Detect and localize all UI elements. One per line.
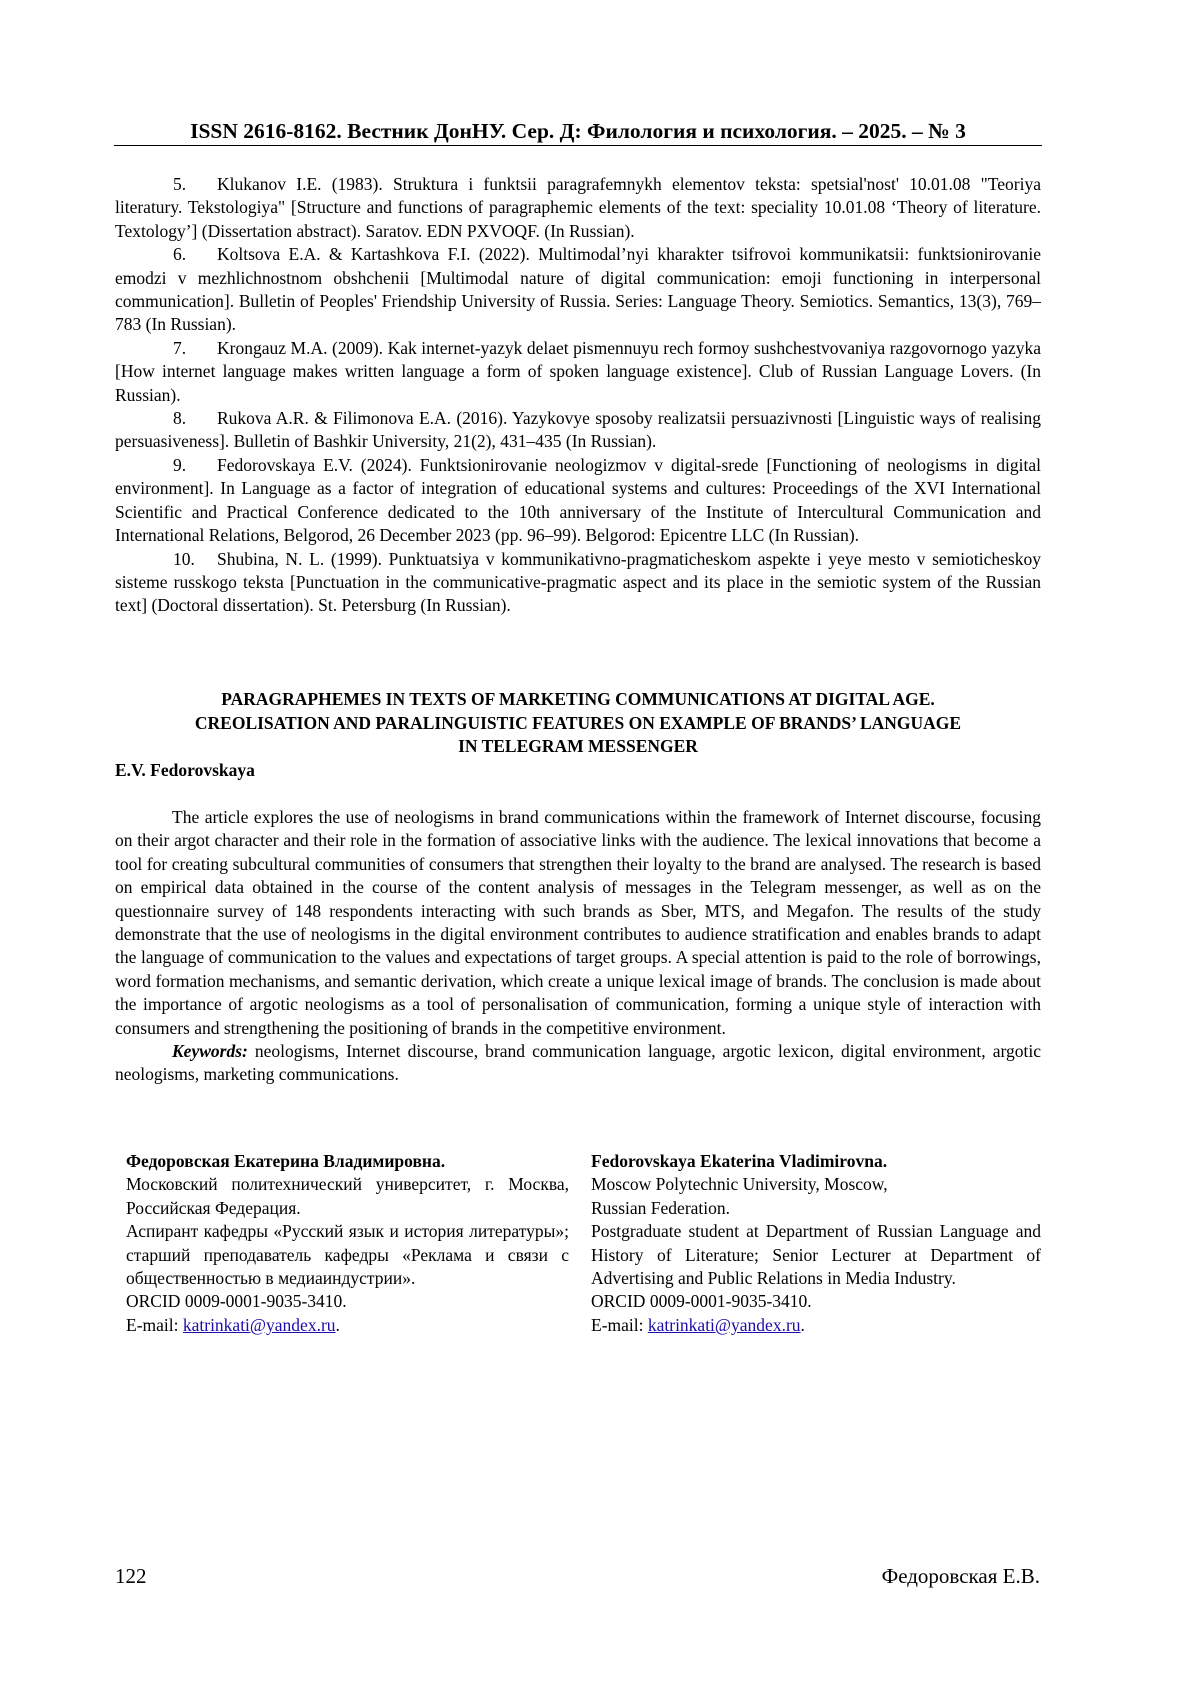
author-info-russian — [126, 1150, 569, 1337]
reference-item — [115, 243, 1041, 337]
author-email-en: E-mail: katrinkati@yandex.ru. — [591, 1314, 805, 1335]
header-divider — [114, 145, 1042, 146]
author-name-ru: Федоровская Екатерина Владимировна. — [126, 1151, 446, 1171]
author-position-ru: Аспирант кафедры «Русский язык и история литературы»; старший преподаватель кафедры «Реклама и связи с общественностью в медиаиндустрии». — [126, 1221, 569, 1289]
article-title-line: PARAGRAPHEMES IN TEXTS OF MARKETING COMMUNICATIONS AT DIGITAL AGE. — [221, 689, 935, 709]
reference-item — [115, 407, 1041, 454]
abstract-section — [115, 806, 1041, 1087]
footer-author: Федоровская Е.В. — [881, 1564, 1040, 1588]
reference-number: 5. — [173, 174, 187, 194]
reference-number: 6. — [173, 244, 187, 265]
keywords-label: Keywords: — [172, 1041, 248, 1062]
article-title-line: IN TELEGRAM MESSENGER — [458, 736, 698, 756]
reference-item — [115, 337, 1041, 407]
reference-number: 8. — [173, 408, 187, 429]
reference-text: Koltsova E.A. & Kartashkova F.I. (2022). Multimodal’nyi kharakter tsifrovoi kommunikatsii: funktsionirovanie emodzi v mezhlichnostnom obshchenii [Multimodal nature of digital communication: emoji functioning in interpersonal communication]. Bulletin of Peoples' Friendship University of Russia. Series: Language Theory. Semiotics. Semantics, 13(3), 769–783 (In Russian). — [115, 244, 1041, 335]
author-affiliation-en-line: Russian Federation. — [591, 1197, 731, 1218]
reference-number: 7. — [173, 337, 187, 358]
article-title — [115, 688, 1041, 759]
page-number: 122 — [115, 1564, 147, 1588]
reference-item — [115, 173, 1041, 243]
email-label: E-mail: — [126, 1314, 183, 1335]
author-email-ru: E-mail: katrinkati@yandex.ru. — [126, 1314, 340, 1335]
email-label: E-mail: — [591, 1314, 648, 1335]
reference-number: 9. — [173, 454, 187, 475]
reference-text: Rukova A.R. & Filimonova E.A. (2016). Yazykovye sposoby realizatsii persuazivnosti [Linguistic ways of realising persuasiveness]. Bulletin of Bashkir University, 21(2), 431–435 (In Russian). — [115, 408, 1041, 452]
reference-item — [115, 548, 1041, 618]
reference-text: Fedorovskaya E.V. (2024). Funktsionirovanie neologizmov v digital-srede [Functioning of neologisms in digital environment]. In Language as a factor of integration of educational systems and cultures: Proceedings of the XVI International Scientific and Practical Conference dedicated to the 10th anniversary of the Institute of Intercultural Communication and International Relations, Belgorod, 26 December 2023 (pp. 96–99). Belgorod: Epicentre LLC (In Russian). — [115, 454, 1041, 546]
reference-text: Klukanov I.E. (1983). Struktura i funktsii paragrafemnykh elementov teksta: spetsial'nost' 10.01.08 "Teoriya literatury. Tekstologiya" [Structure and functions of paragraphemic elements of the text: speciality 10.01.08 ‘Theory of literature. Textology’] (Dissertation abstract). Saratov. EDN PXVOQF. (In Russian). — [115, 174, 1041, 241]
author-orcid-en: ORCID 0009-0001-9035-3410. — [591, 1291, 812, 1312]
email-link-ru[interactable]: katrinkati@yandex.ru — [182, 1314, 336, 1335]
email-link-en[interactable]: katrinkati@yandex.ru — [647, 1314, 801, 1335]
abstract-text: The article explores the use of neologisms in brand communications within the framework of Internet discourse, focusing on their argot character and their role in the formation of associative links with the audience. The lexical innovations that become a tool for creating subcultural communities of consumers that strengthen their loyalty to the brand are analysed. The research is based on empirical data obtained in the course of the content analysis of messages in the Telegram messenger, as well as on the questionnaire survey of 148 respondents interacting with such brands as Sber, MTS, and Megafon. The results of the study demonstrate that the use of neologisms in the digital environment contributes to audience stratification and enables brands to adapt the language of communication to the values and expectations of target groups. A special attention is paid to the role of borrowings, word formation mechanisms, and semantic derivation, which create a unique lexical image of brands. The conclusion is made about the importance of argotic neologisms as a tool of personalisation of communication, forming a unique style of interaction with consumers and strengthening the positioning of brands in the competitive environment. — [115, 807, 1041, 1038]
journal-header: ISSN 2616-8162. Вестник ДонНУ. Сер. Д: Филология и психология. – 2025. – № 3 — [190, 119, 966, 143]
author-info-english — [591, 1150, 1041, 1337]
keywords-text: neologisms, Internet discourse, brand communication language, argotic lexicon, digital environment, argotic neologisms, marketing communications. — [115, 1041, 1041, 1085]
reference-list — [115, 173, 1041, 618]
reference-text: Shubina, N. L. (1999). Punktuatsiya v kommunikativno-pragmaticheskom aspekte i yeye mesto v semioticheskoy sisteme russkogo teksta [Punctuation in the communicative-pragmatic aspect and its place in the semiotic system of the Russian text] (Doctoral dissertation). St. Petersburg (In Russian). — [115, 548, 1041, 616]
reference-number: 10. — [173, 548, 195, 569]
reference-text: Krongauz M.A. (2009). Kak internet-yazyk delaet pismennuyu rech formoy sushchestvovaniya razgovornogo yazyka [How internet language makes written language a form of spoken language existence]. Club of Russian Language Lovers. (In Russian). — [115, 337, 1041, 405]
author-affiliation-en-line: Moscow Polytechnic University, Moscow, — [591, 1174, 888, 1195]
author-affiliation-ru: Московский политехнический университет, г. Москва, Российская Федерация. — [126, 1174, 569, 1218]
reference-item — [115, 454, 1041, 548]
author-orcid-ru: ORCID 0009-0001-9035-3410. — [126, 1291, 347, 1312]
article-title-line: CREOLISATION AND PARALINGUISTIC FEATURES ON EXAMPLE OF BRANDS’ LANGUAGE — [194, 712, 962, 733]
keywords — [115, 1040, 1041, 1087]
author-position-en: Postgraduate student at Department of Russian Language and History of Literature; Senior Lecturer at Department of Advertising and Public Relations in Media Industry. — [591, 1221, 1041, 1289]
author-name-en: Fedorovskaya Ekaterina Vladimirovna. — [591, 1151, 888, 1171]
article-author: E.V. Fedorovskaya — [115, 760, 255, 780]
